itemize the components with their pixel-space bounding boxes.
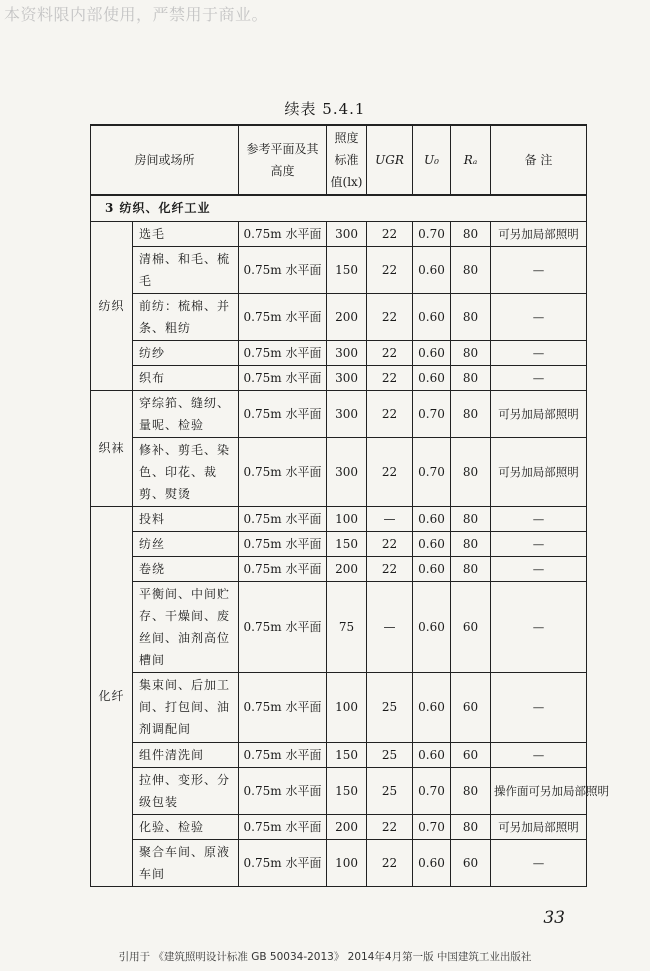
- cell-sub: 前纺：梳棉、并条、粗纺: [133, 293, 239, 340]
- cell-ugr: 22: [367, 437, 413, 506]
- illumination-standards-table: [90, 124, 610, 887]
- table-row: [91, 556, 587, 581]
- cell-plane: 0.75m 水平面: [239, 767, 327, 814]
- cell-u0: 0.60: [413, 742, 451, 767]
- cell-u0: 0.60: [413, 246, 451, 293]
- table-row: [91, 293, 587, 340]
- cell-ugr: 25: [367, 672, 413, 742]
- cell-ugr: 22: [367, 390, 413, 437]
- cell-lux: 150: [327, 246, 367, 293]
- cell-plane: 0.75m 水平面: [239, 814, 327, 839]
- cell-sub: 织布: [133, 365, 239, 390]
- header-room: 房间或场所: [91, 125, 239, 195]
- table-row: [91, 506, 587, 531]
- cell-u0: 0.70: [413, 767, 451, 814]
- cell-sub: 组件清洗间: [133, 742, 239, 767]
- cell-u0: 0.60: [413, 365, 451, 390]
- cell-sub: 卷绕: [133, 556, 239, 581]
- cell-sub: 化验、检验: [133, 814, 239, 839]
- cell-note: —: [491, 365, 587, 390]
- group-label: 化纤: [91, 506, 133, 886]
- table-row: [91, 839, 587, 886]
- cell-plane: 0.75m 水平面: [239, 672, 327, 742]
- table-row: [91, 340, 587, 365]
- cell-lux: 150: [327, 742, 367, 767]
- watermark-text: 本资料限内部使用，严禁用于商业。: [4, 5, 269, 24]
- table-row: [91, 742, 587, 767]
- cell-lux: 300: [327, 340, 367, 365]
- cell-ra: 80: [451, 221, 491, 246]
- cell-ra: 80: [451, 531, 491, 556]
- table-row: [91, 390, 587, 437]
- cell-u0: 0.60: [413, 293, 451, 340]
- cell-u0: 0.60: [413, 506, 451, 531]
- cell-lux: 150: [327, 531, 367, 556]
- cell-plane: 0.75m 水平面: [239, 506, 327, 531]
- cell-plane: 0.75m 水平面: [239, 246, 327, 293]
- table-row: [91, 814, 587, 839]
- cell-ugr: 25: [367, 742, 413, 767]
- cell-lux: 75: [327, 581, 367, 672]
- cell-ra: 60: [451, 839, 491, 886]
- cell-plane: 0.75m 水平面: [239, 581, 327, 672]
- table-caption: 续表 5.4.1: [284, 100, 366, 118]
- table-row: [91, 365, 587, 390]
- cell-plane: 0.75m 水平面: [239, 293, 327, 340]
- group-label: 纺织: [91, 221, 133, 390]
- cell-note: 可另加局部照明: [491, 437, 587, 506]
- cell-ugr: —: [367, 581, 413, 672]
- cell-u0: 0.70: [413, 814, 451, 839]
- cell-lux: 300: [327, 221, 367, 246]
- cell-note: —: [491, 672, 587, 742]
- cell-plane: 0.75m 水平面: [239, 742, 327, 767]
- cell-plane: 0.75m 水平面: [239, 556, 327, 581]
- citation-footer: 引用于 《建筑照明设计标准 GB 50034-2013》 2014年4月第一版 中国建筑工业出版社: [118, 951, 532, 963]
- cell-ra: 60: [451, 672, 491, 742]
- cell-plane: 0.75m 水平面: [239, 437, 327, 506]
- cell-sub: 纺丝: [133, 531, 239, 556]
- header-ra: Rₐ: [451, 125, 491, 195]
- cell-lux: 200: [327, 556, 367, 581]
- cell-u0: 0.60: [413, 556, 451, 581]
- table-row: [91, 437, 587, 506]
- cell-note: —: [491, 293, 587, 340]
- cell-lux: 100: [327, 672, 367, 742]
- cell-lux: 150: [327, 767, 367, 814]
- cell-ugr: 22: [367, 221, 413, 246]
- cell-ra: 80: [451, 365, 491, 390]
- cell-lux: 200: [327, 814, 367, 839]
- cell-lux: 300: [327, 437, 367, 506]
- cell-note: —: [491, 581, 587, 672]
- header-ugr: UGR: [367, 125, 413, 195]
- cell-ra: 80: [451, 246, 491, 293]
- cell-u0: 0.70: [413, 390, 451, 437]
- header-u0: U₀: [413, 125, 451, 195]
- cell-lux: 200: [327, 293, 367, 340]
- cell-sub: 平衡间、中间贮存、干燥间、废丝间、油剂高位槽间: [133, 581, 239, 672]
- cell-u0: 0.70: [413, 221, 451, 246]
- cell-ra: 80: [451, 437, 491, 506]
- cell-note: —: [491, 531, 587, 556]
- cell-ugr: 22: [367, 293, 413, 340]
- cell-ugr: 22: [367, 556, 413, 581]
- cell-sub: 穿综筘、缝纫、量呢、检验: [133, 390, 239, 437]
- cell-note: 可另加局部照明: [491, 221, 587, 246]
- cell-ra: 80: [451, 556, 491, 581]
- cell-u0: 0.60: [413, 839, 451, 886]
- cell-lux: 100: [327, 839, 367, 886]
- cell-lux: 300: [327, 390, 367, 437]
- cell-u0: 0.60: [413, 672, 451, 742]
- header-plane: 参考平面及其高度: [239, 125, 327, 195]
- cell-ra: 80: [451, 506, 491, 531]
- cell-ugr: 22: [367, 365, 413, 390]
- table-body: [91, 195, 610, 886]
- cell-u0: 0.60: [413, 581, 451, 672]
- cell-plane: 0.75m 水平面: [239, 839, 327, 886]
- cell-ugr: 22: [367, 839, 413, 886]
- cell-note: —: [491, 246, 587, 293]
- cell-sub: 集束间、后加工间、打包间、油剂调配间: [133, 672, 239, 742]
- cell-lux: 300: [327, 365, 367, 390]
- cell-ugr: 22: [367, 246, 413, 293]
- cell-note: 操作面可另加局部照明: [491, 767, 587, 814]
- cell-sub: 纺纱: [133, 340, 239, 365]
- cell-ra: 80: [451, 340, 491, 365]
- cell-note: —: [491, 556, 587, 581]
- cell-sub: 拉伸、变形、分级包装: [133, 767, 239, 814]
- section-heading: 3 纺织、化纤工业: [91, 195, 587, 221]
- cell-sub: 清棉、和毛、梳毛: [133, 246, 239, 293]
- cell-plane: 0.75m 水平面: [239, 221, 327, 246]
- table-row: [91, 581, 587, 672]
- cell-sub: 投料: [133, 506, 239, 531]
- cell-ra: 60: [451, 581, 491, 672]
- header-lux: 照度标准值(lx): [327, 125, 367, 195]
- cell-u0: 0.60: [413, 531, 451, 556]
- cell-plane: 0.75m 水平面: [239, 340, 327, 365]
- cell-ugr: 22: [367, 531, 413, 556]
- cell-note: —: [491, 839, 587, 886]
- cell-plane: 0.75m 水平面: [239, 390, 327, 437]
- cell-ra: 80: [451, 814, 491, 839]
- table-row: [91, 672, 587, 742]
- cell-ugr: 22: [367, 814, 413, 839]
- cell-lux: 100: [327, 506, 367, 531]
- cell-note: —: [491, 340, 587, 365]
- cell-ra: 80: [451, 293, 491, 340]
- cell-note: —: [491, 506, 587, 531]
- cell-note: —: [491, 742, 587, 767]
- cell-ugr: —: [367, 506, 413, 531]
- table-row: [91, 531, 587, 556]
- cell-note: 可另加局部照明: [491, 814, 587, 839]
- cell-u0: 0.60: [413, 340, 451, 365]
- group-label: 织袜: [91, 390, 133, 506]
- table-row: [91, 221, 587, 246]
- cell-ra: 80: [451, 390, 491, 437]
- table-row: [91, 767, 587, 814]
- cell-plane: 0.75m 水平面: [239, 365, 327, 390]
- cell-note: 可另加局部照明: [491, 390, 587, 437]
- cell-ra: 80: [451, 767, 491, 814]
- cell-u0: 0.70: [413, 437, 451, 506]
- page-number: 33: [543, 908, 565, 928]
- cell-ugr: 25: [367, 767, 413, 814]
- cell-plane: 0.75m 水平面: [239, 531, 327, 556]
- table-row: [91, 246, 587, 293]
- cell-ra: 60: [451, 742, 491, 767]
- cell-sub: 聚合车间、原液车间: [133, 839, 239, 886]
- cell-sub: 修补、剪毛、染色、印花、裁剪、熨烫: [133, 437, 239, 506]
- cell-sub: 选毛: [133, 221, 239, 246]
- header-note: 备 注: [491, 125, 587, 195]
- cell-ugr: 22: [367, 340, 413, 365]
